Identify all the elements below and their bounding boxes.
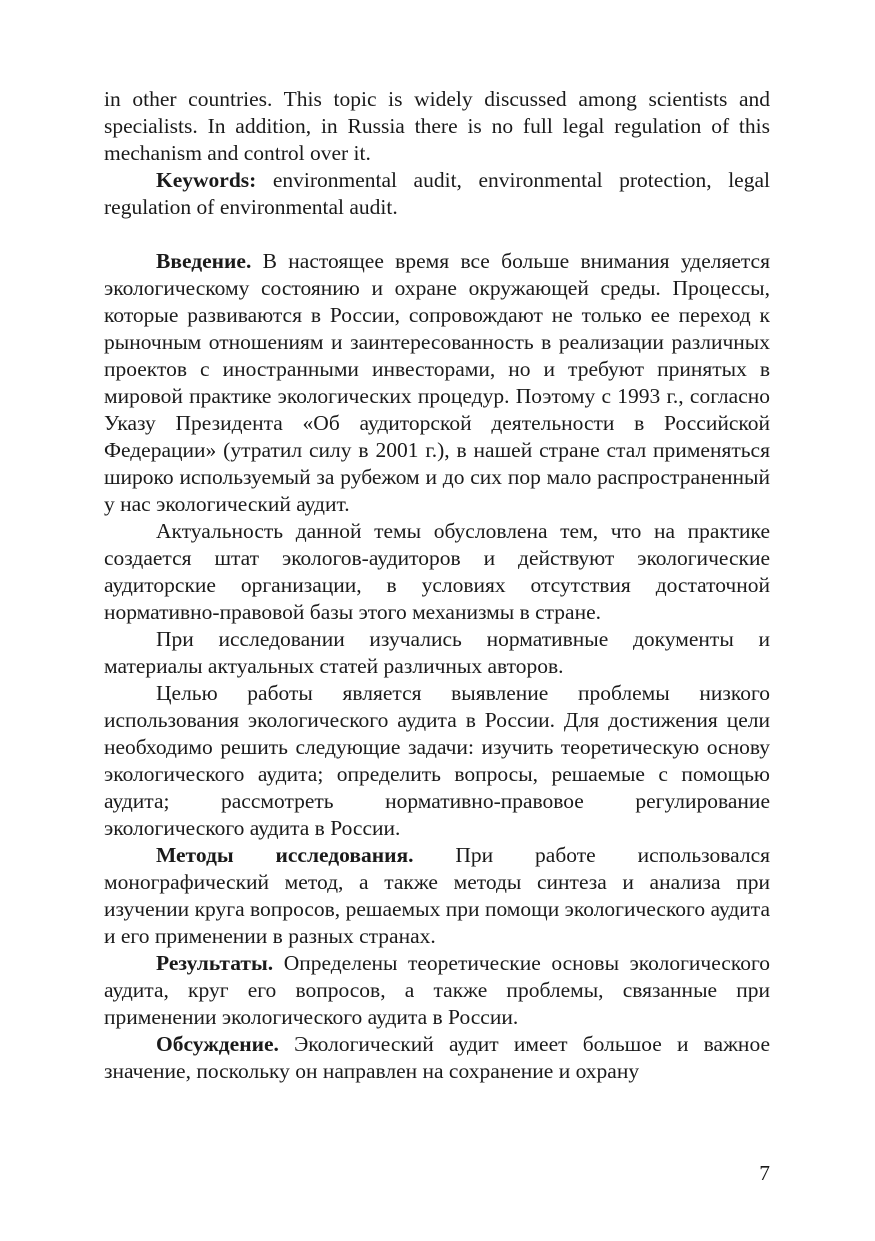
methods-paragraph <box>104 842 770 950</box>
discussion-heading: Обсуждение. <box>156 1032 279 1056</box>
results-text: Определены теоретические основы экологического аудита, круг его вопросов, а также проблемы, связанные при применении экологического аудита в России. <box>104 951 770 1029</box>
keywords-text: environmental audit, environmental protection, legal regulation of environmental audit. <box>104 168 770 219</box>
introduction-heading: Введение. <box>156 249 252 273</box>
results-heading: Результаты. <box>156 951 274 975</box>
introduction-paragraph <box>104 248 770 518</box>
abstract-tail-paragraph: in other countries. This topic is widely discussed among scientists and specialists. In addition, in Russia there is no full legal regulation of this mechanism and control over it. <box>104 87 770 165</box>
keywords-label: Keywords: <box>156 168 257 192</box>
results-paragraph <box>104 950 770 1031</box>
introduction-text: В настоящее время все больше внимания уделяется экологическому состоянию и охране окружающей среды. Процессы, которые развиваются в России, сопровождают не только ее переход к рыночным отношениям и заинтересованность в реализации различных проектов с иностранными инвесторами, но и требуют принятых в мировой практике экологических процедур. Поэтому с 1993 г., согласно Указу Президента «Об аудиторской деятельности в Российской Федерации» (утратил силу в 2001 г.), в нашей стране стал применяться широко используемый за рубежом и до сих пор мало распространенный у нас экологический аудит. <box>104 249 770 516</box>
goal-paragraph: Целью работы является выявление проблемы низкого использования экологического аудита в России. Для достижения цели необходимо решить следующие задачи: изучить теоретическую основу экологического аудита; определить вопросы, решаемые с помощью аудита; рассмотреть нормативно-правовое регулирование экологического аудита в России. <box>104 681 770 840</box>
discussion-text: Экологический аудит имеет большое и важное значение, поскольку он направлен на сохранение и охрану <box>104 1032 770 1083</box>
methods-text: При работе использовался монографический метод, а также методы синтеза и анализа при изучении круга вопросов, решаемых при помощи экологического аудита и его применении в разных странах. <box>104 843 770 948</box>
keywords-paragraph <box>104 167 770 221</box>
discussion-paragraph <box>104 1031 770 1085</box>
materials-paragraph: При исследовании изучались нормативные документы и материалы актуальных статей различных авторов. <box>104 627 770 678</box>
methods-heading: Методы исследования. <box>156 843 414 867</box>
page-number: 7 <box>759 1161 770 1185</box>
relevance-paragraph: Актуальность данной темы обусловлена тем, что на практике создается штат экологов-аудиторов и действуют экологические аудиторские организации, в условиях отсутствия достаточной нормативно-правовой базы этого механизмы в стране. <box>104 519 770 624</box>
page-body <box>104 86 770 1085</box>
